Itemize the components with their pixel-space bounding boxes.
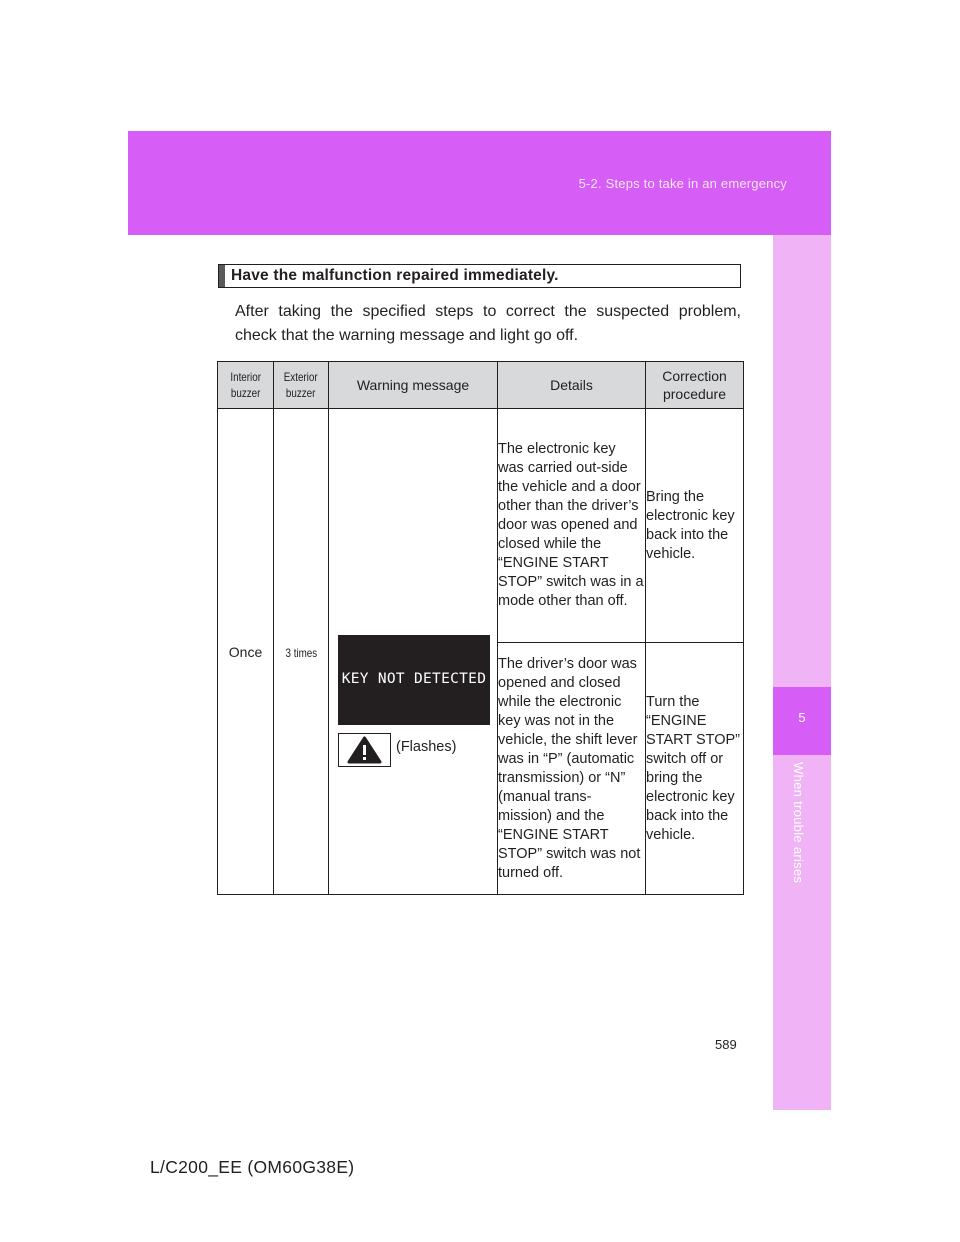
- header-details: Details: [498, 362, 646, 409]
- header-warning-message: Warning message: [329, 362, 498, 409]
- section-heading-box: [218, 264, 741, 288]
- chapter-number: 5: [798, 710, 806, 725]
- page-number: 589: [715, 1037, 737, 1052]
- exterior-buzzer-cell: 3 times: [274, 409, 329, 895]
- chapter-header-band: [128, 131, 831, 235]
- details-cell: The electronic key was carried out-side the vehicle and a door other than the driver’s door was opened and closed while the “ENGINE START STOP” switch was in a mode other than off.: [498, 409, 646, 643]
- table-header-row: [218, 362, 744, 409]
- display-message-text: KEY NOT DETECTED: [341, 671, 487, 687]
- intro-paragraph: After taking the specified steps to correct the suspected problem, check that the warning message and light go off.: [235, 303, 741, 344]
- section-title: 5-2. Steps to take in an emergency: [578, 176, 787, 191]
- warning-triangle-icon: [338, 733, 391, 767]
- warning-table: [217, 361, 744, 895]
- interior-buzzer-cell: Once: [218, 409, 274, 895]
- heading-accent-bar: [219, 265, 225, 287]
- section-heading: Have the malfunction repaired immediately.: [231, 267, 559, 284]
- flashes-label: (Flashes): [396, 739, 457, 755]
- side-thumb-tab: [773, 235, 831, 1110]
- details-cell: The driver’s door was opened and closed while the electronic key was not in the vehicle, the shift lever was in “P” (automatic transmission) or “N” (manual trans-mission) and the “ENGINE START STOP” switch was not turned off.: [498, 643, 646, 895]
- correction-cell: Turn the “ENGINE START STOP” switch off or bring the electronic key back into the vehicle.: [646, 643, 744, 895]
- table-row: [218, 409, 744, 643]
- key-not-detected-display: [338, 635, 490, 725]
- header-exterior-buzzer: Exterior buzzer: [274, 362, 329, 409]
- document-footer: L/C200_EE (OM60G38E): [150, 1157, 355, 1177]
- header-correction-procedure: Correction procedure: [646, 362, 744, 409]
- chapter-title: When trouble arises: [791, 762, 806, 884]
- correction-cell: Bring the electronic key back into the vehicle.: [646, 409, 744, 643]
- header-interior-buzzer: Interior buzzer: [218, 362, 274, 409]
- warning-message-cell: [329, 409, 498, 895]
